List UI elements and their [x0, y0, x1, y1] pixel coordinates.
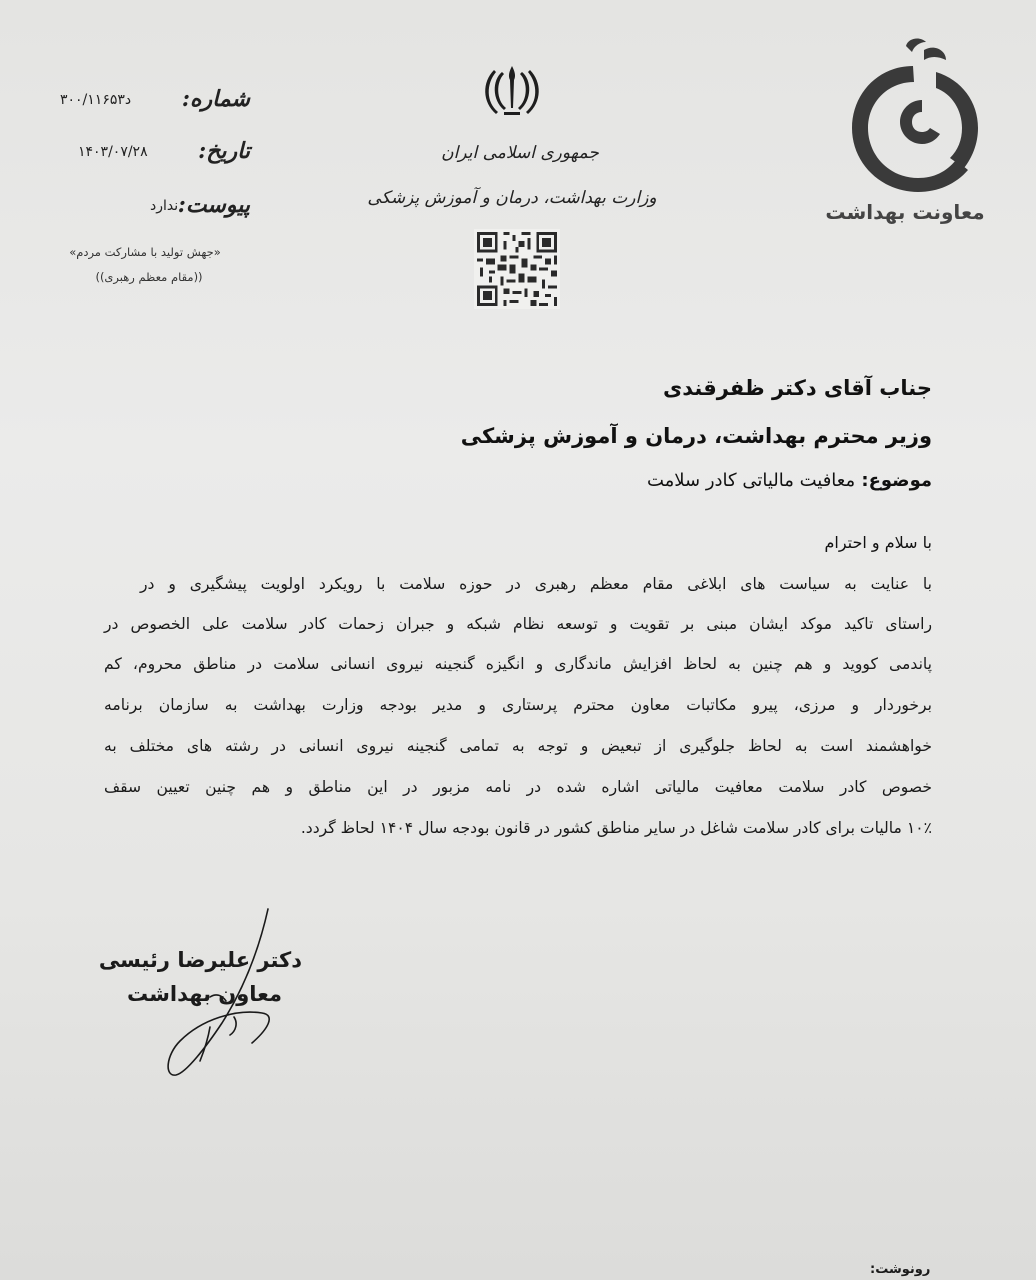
- slogan-line-1: «جهش تولید با مشارکت مردم»: [69, 245, 221, 259]
- letter-date-label: تاریخ:: [198, 138, 250, 164]
- ministry-title: وزارت بهداشت، درمان و آموزش پزشکی: [367, 188, 657, 208]
- subject-text: معافیت مالیاتی کادر سلامت: [646, 470, 856, 491]
- greeting: با سلام و احترام: [824, 533, 932, 552]
- iran-emblem-icon: [480, 62, 544, 118]
- pomegranate-logo-icon: [838, 36, 988, 196]
- body-line-3: پاندمی کووید و هم چنین به لحاظ افزایش ماندگاری و انگیزه گنجینه نیروی انسانی سلامت در مناطق محروم، کم: [104, 655, 932, 673]
- attachment-value: ندارد: [150, 198, 179, 214]
- body-line-6: خصوص کادر سلامت معافیت مالیاتی اشاره شده در نامه مزبور در این مناطق و هم چنین تعیین سقف: [104, 778, 932, 796]
- letter-number-row: [60, 86, 250, 116]
- body-line-1: با عنایت به سیاست های ابلاغی مقام معظم رهبری در حوزه سلامت با رویکرد اولویت پیشگیری و در: [140, 575, 932, 593]
- republic-title: جمهوری اسلامی ایران: [441, 143, 599, 163]
- body-line-2: راستای تاکید موکد ایشان مبنی بر تقویت و توسعه نظام شبکه و جبران زحمات کادر سلامت علی الخصوص در: [104, 615, 932, 633]
- qr-code-icon: [474, 229, 560, 309]
- subject-line: [647, 470, 932, 491]
- signatory-title: معاون بهداشت: [127, 982, 282, 1006]
- signatory-name: دکتر علیرضا رئیسی: [98, 948, 302, 972]
- body-line-4: برخوردار و مرزی، پیرو مکاتبات معاون محترم پرستاری و مدیر بودجه وزارت بهداشت به سازمان برنامه: [104, 696, 932, 714]
- letter-date-row: [60, 138, 250, 168]
- cc-label: رونوشت:: [870, 1262, 931, 1277]
- department-logo-text: معاونت بهداشت: [825, 200, 985, 224]
- attachment-row: [60, 192, 250, 222]
- letter-date-value: ۱۴۰۳/۰۷/۲۸: [78, 144, 148, 160]
- letter-number-value: ۳۰۰/۱۱۶۵۳د: [60, 92, 132, 108]
- addressee-name: جناب آقای دکتر ظفرقندی: [663, 376, 932, 400]
- attachment-label: پیوست:: [177, 192, 250, 218]
- slogan-line-2: ((مقام معظم رهبری)): [95, 270, 203, 284]
- subject-label: موضوع:: [861, 470, 932, 491]
- letter-number-label: شماره:: [181, 86, 250, 112]
- body-line-5: خواهشمند است به لحاظ جلوگیری از تبعیض و توجه به تمامی گنجینه نیروی انسانی در رشته های مختلف به: [104, 737, 932, 755]
- addressee-title: وزیر محترم بهداشت، درمان و آموزش پزشکی: [460, 424, 932, 448]
- body-line-7: ۱۰٪ مالیات برای کادر سلامت شاغل در سایر مناطق کشور در قانون بودجه سال ۱۴۰۴ لحاظ گردد.: [300, 819, 932, 837]
